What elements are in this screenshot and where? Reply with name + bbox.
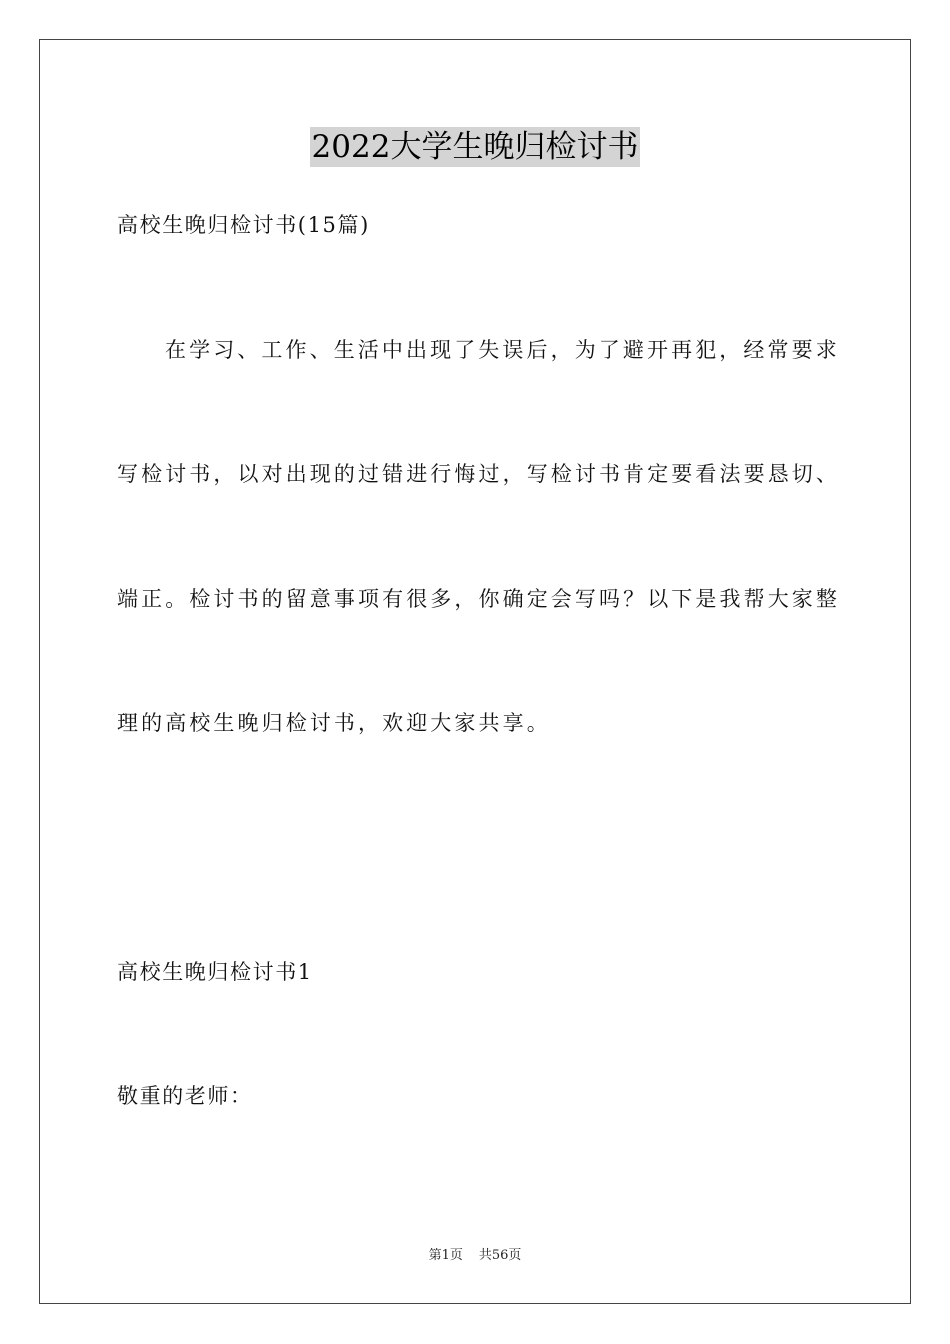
document-title: 2022大学生晚归检讨书 (311, 129, 639, 165)
section-heading: 高校生晚归检讨书1 (117, 960, 313, 984)
intro-line-2: 写检讨书，以对出现的过错进行悔过，写检讨书肯定要看法要恳切、 (117, 462, 840, 486)
document-subtitle: 高校生晚归检讨书(15篇) (117, 213, 370, 237)
salutation: 敬重的老师： (117, 1084, 253, 1108)
intro-line-1: 在学习、工作、生活中出现了失误后，为了避开再犯，经常要求 (165, 338, 840, 362)
intro-line-3: 端正。检讨书的留意事项有很多，你确定会写吗？以下是我帮大家整 (117, 587, 840, 611)
page-footer (0, 1247, 950, 1265)
title-container (0, 127, 950, 167)
page-number: 第1页 (428, 1248, 463, 1263)
page-total: 共56页 (478, 1248, 522, 1263)
intro-line-4: 理的高校生晚归检讨书，欢迎大家共享。 (117, 711, 551, 735)
